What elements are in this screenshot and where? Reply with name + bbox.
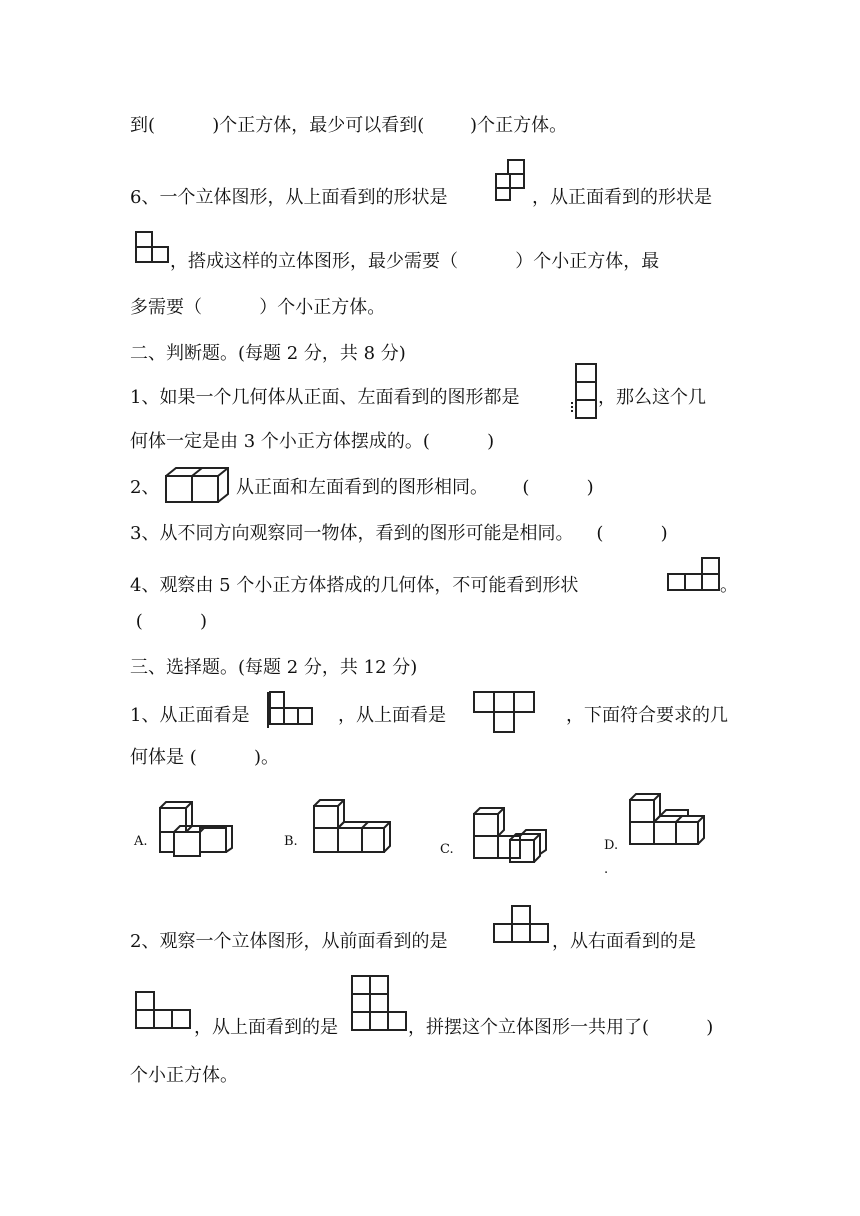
judge-2-cubes-figure — [164, 466, 236, 506]
judge-2-text-a: 2、 — [130, 477, 160, 498]
section-3-heading: 三、选择题。(每题 2 分，共 12 分) — [130, 657, 418, 678]
choice-1-text-a: 1、从正面看是 — [130, 705, 250, 726]
option-a-label: A. — [134, 834, 148, 849]
choice-2-text-d: ，拼摆这个立体图形一共用了( ) — [408, 1017, 714, 1038]
judge-1-text-b: ，那么这个几 — [598, 387, 706, 408]
judge-1-column-figure — [570, 362, 600, 422]
text-line-1: 到( )个正方体，最少可以看到( )个正方体。 — [130, 115, 568, 136]
judge-4-text-c: ( ) — [130, 611, 207, 632]
option-c-label: C. — [440, 842, 454, 857]
q6-text-a: 6、一个立体图形，从上面看到的形状是 — [130, 187, 448, 208]
choice-2-right-view-figure — [134, 990, 192, 1032]
q6-front-view-figure — [134, 230, 170, 264]
option-d-figure — [626, 790, 710, 848]
choice-2-top-view-figure — [350, 974, 408, 1034]
choice-1-text-c: ，下面符合要求的几 — [566, 705, 728, 726]
choice-2-text-b: ，从右面看到的是 — [552, 931, 696, 952]
option-b-label: B. — [284, 834, 298, 849]
choice-1-text-d: 何体是 ( )。 — [130, 747, 279, 768]
option-d-dot: . — [604, 862, 609, 877]
choice-1-top-view-figure — [468, 690, 538, 734]
section-2-heading: 二、判断题。(每题 2 分，共 8 分) — [130, 343, 406, 364]
judge-4-text-a: 4、观察由 5 个小正方体搭成的几何体，不可能看到形状 — [130, 575, 579, 596]
judge-2-text-b: 从正面和左面看到的图形相同。 ( ) — [236, 477, 594, 498]
option-a-figure — [152, 798, 238, 860]
judge-1-text-a: 1、如果一个几何体从正面、左面看到的图形都是 — [130, 387, 520, 408]
choice-2-text-e: 个小正方体。 — [130, 1065, 238, 1086]
choice-2-text-c: ，从上面看到的是 — [194, 1017, 338, 1038]
choice-2-text-a: 2、观察一个立体图形，从前面看到的是 — [130, 931, 448, 952]
judge-4-shape-figure — [666, 556, 722, 594]
judge-3-text: 3、从不同方向观察同一物体，看到的图形可能是相同。 ( ) — [130, 523, 668, 544]
option-b-figure — [306, 798, 392, 858]
choice-2-front-view-figure — [492, 904, 550, 946]
q6-text-b: ，从正面看到的形状是 — [532, 187, 712, 208]
q6-top-view-figure — [494, 158, 528, 202]
option-c-figure — [468, 806, 554, 866]
q6-text-d: 多需要（ ）个小正方体。 — [130, 297, 386, 318]
choice-1-text-b: ，从上面看是 — [338, 705, 446, 726]
judge-1-text-c: 何体一定是由 3 个小正方体摆成的。( ) — [130, 431, 495, 452]
q6-text-c: ，搭成这样的立体图形，最少需要（ ）个小正方体，最 — [170, 251, 660, 272]
judge-4-text-b: 。 — [720, 575, 738, 596]
choice-1-front-view-figure — [266, 688, 318, 732]
option-d-label: D. — [604, 838, 619, 853]
